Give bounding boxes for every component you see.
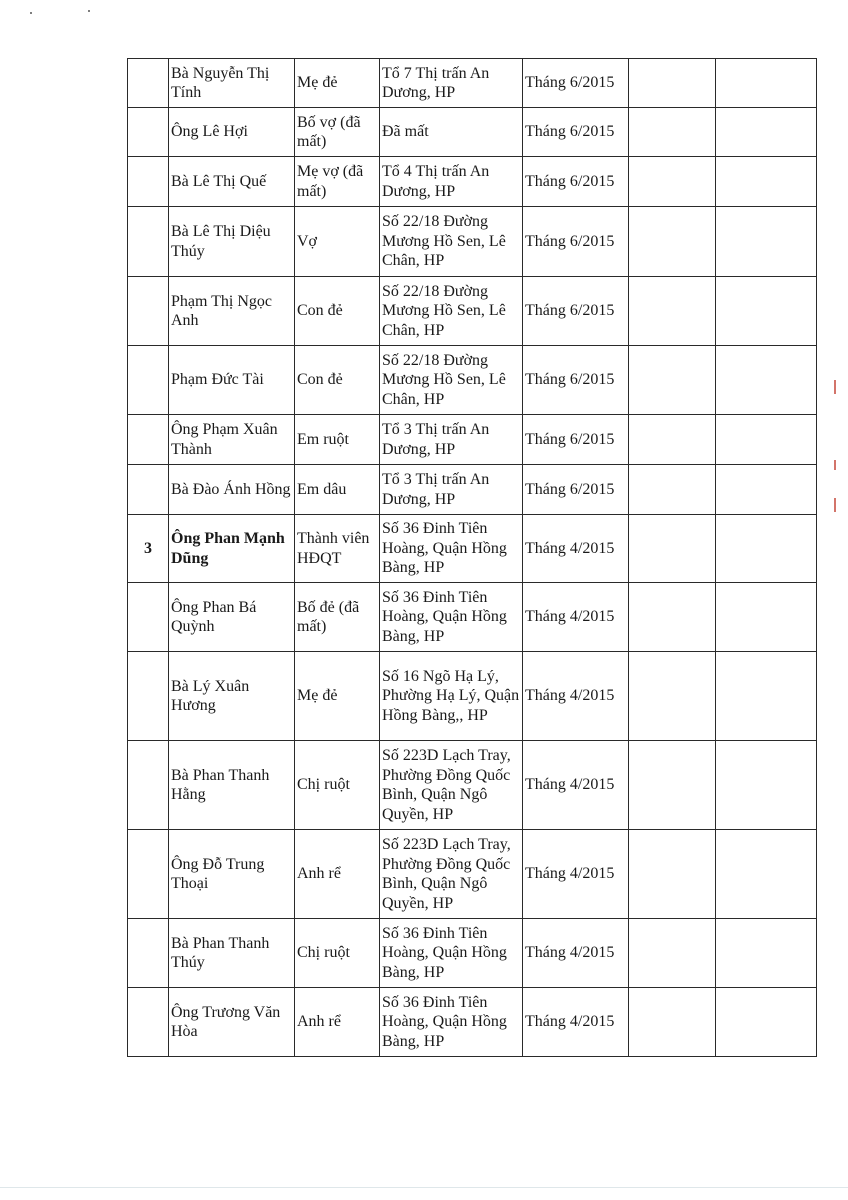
relationship: Mẹ vợ (đã mất) — [295, 157, 380, 207]
person-name: Bà Phan Thanh Hằng — [169, 741, 295, 830]
table-row — [128, 515, 817, 583]
relationship: Chị ruột — [295, 919, 380, 988]
table-body — [128, 59, 817, 1057]
relationship: Mẹ đẻ — [295, 59, 380, 108]
row-number — [128, 988, 169, 1057]
address: Số 223D Lạch Tray, Phường Đồng Quốc Bình, Quận Ngô Quyền, HP — [380, 741, 523, 830]
scan-edge-mark — [834, 460, 836, 470]
date-recorded: Tháng 4/2015 — [523, 652, 629, 741]
scan-speck — [88, 10, 90, 12]
person-name: Bà Lý Xuân Hương — [169, 652, 295, 741]
table-row — [128, 346, 817, 415]
date-recorded: Tháng 6/2015 — [523, 277, 629, 346]
empty-cell — [629, 515, 716, 583]
relationship: Con đẻ — [295, 346, 380, 415]
person-name: Ông Phan Bá Quỳnh — [169, 583, 295, 652]
date-recorded: Tháng 4/2015 — [523, 741, 629, 830]
row-number — [128, 465, 169, 515]
empty-cell — [716, 583, 817, 652]
relationship: Bố vợ (đã mất) — [295, 108, 380, 157]
person-name: Bà Lê Thị Diệu Thúy — [169, 207, 295, 277]
address: Tổ 4 Thị trấn An Dương, HP — [380, 157, 523, 207]
scan-edge-mark — [834, 380, 836, 394]
date-recorded: Tháng 6/2015 — [523, 59, 629, 108]
empty-cell — [629, 157, 716, 207]
relationship: Anh rể — [295, 830, 380, 919]
person-name: Ông Phạm Xuân Thành — [169, 415, 295, 465]
empty-cell — [629, 652, 716, 741]
table-row — [128, 277, 817, 346]
date-recorded: Tháng 6/2015 — [523, 465, 629, 515]
row-number — [128, 652, 169, 741]
relationship: Bố đẻ (đã mất) — [295, 583, 380, 652]
row-number — [128, 583, 169, 652]
row-number — [128, 919, 169, 988]
table-row — [128, 108, 817, 157]
relationship: Mẹ đẻ — [295, 652, 380, 741]
date-recorded: Tháng 4/2015 — [523, 515, 629, 583]
relationship: Chị ruột — [295, 741, 380, 830]
relationship: Vợ — [295, 207, 380, 277]
address: Số 16 Ngõ Hạ Lý, Phường Hạ Lý, Quận Hồng Bàng,, HP — [380, 652, 523, 741]
table-row — [128, 988, 817, 1057]
empty-cell — [629, 277, 716, 346]
empty-cell — [629, 988, 716, 1057]
person-name: Ông Trương Văn Hòa — [169, 988, 295, 1057]
empty-cell — [629, 59, 716, 108]
address: Số 36 Đinh Tiên Hoàng, Quận Hồng Bàng, HP — [380, 988, 523, 1057]
scan-speck — [30, 12, 32, 14]
row-number — [128, 830, 169, 919]
table-row — [128, 415, 817, 465]
address: Tổ 7 Thị trấn An Dương, HP — [380, 59, 523, 108]
relationship: Em ruột — [295, 415, 380, 465]
empty-cell — [716, 415, 817, 465]
empty-cell — [629, 465, 716, 515]
empty-cell — [716, 157, 817, 207]
address: Số 22/18 Đường Mương Hồ Sen, Lê Chân, HP — [380, 277, 523, 346]
person-name: Bà Nguyễn Thị Tính — [169, 59, 295, 108]
date-recorded: Tháng 4/2015 — [523, 830, 629, 919]
relationship: Anh rể — [295, 988, 380, 1057]
address: Số 36 Đinh Tiên Hoàng, Quận Hồng Bàng, HP — [380, 583, 523, 652]
person-name: Phạm Đức Tài — [169, 346, 295, 415]
address: Số 22/18 Đường Mương Hồ Sen, Lê Chân, HP — [380, 346, 523, 415]
date-recorded: Tháng 4/2015 — [523, 919, 629, 988]
scan-edge-mark — [834, 498, 836, 512]
empty-cell — [716, 277, 817, 346]
relationship: Con đẻ — [295, 277, 380, 346]
date-recorded: Tháng 4/2015 — [523, 988, 629, 1057]
empty-cell — [629, 919, 716, 988]
date-recorded: Tháng 6/2015 — [523, 415, 629, 465]
row-number — [128, 346, 169, 415]
empty-cell — [629, 583, 716, 652]
table-row — [128, 157, 817, 207]
empty-cell — [629, 346, 716, 415]
row-number — [128, 59, 169, 108]
table-row — [128, 465, 817, 515]
row-number — [128, 108, 169, 157]
empty-cell — [629, 415, 716, 465]
empty-cell — [716, 741, 817, 830]
row-number — [128, 741, 169, 830]
address: Tổ 3 Thị trấn An Dương, HP — [380, 465, 523, 515]
person-name: Phạm Thị Ngọc Anh — [169, 277, 295, 346]
person-name: Ông Đỗ Trung Thoại — [169, 830, 295, 919]
address: Đã mất — [380, 108, 523, 157]
empty-cell — [716, 346, 817, 415]
row-number — [128, 277, 169, 346]
empty-cell — [629, 207, 716, 277]
person-name: Bà Lê Thị Quế — [169, 157, 295, 207]
row-number: 3 — [128, 515, 169, 583]
empty-cell — [629, 830, 716, 919]
address: Số 223D Lạch Tray, Phường Đồng Quốc Bình, Quận Ngô Quyền, HP — [380, 830, 523, 919]
scan-bottom-edge — [0, 1187, 848, 1188]
person-name: Ông Lê Hợi — [169, 108, 295, 157]
empty-cell — [716, 988, 817, 1057]
related-persons-table — [127, 58, 817, 1057]
table-row — [128, 652, 817, 741]
empty-cell — [716, 830, 817, 919]
table-row — [128, 59, 817, 108]
empty-cell — [629, 108, 716, 157]
table-row — [128, 741, 817, 830]
address: Số 36 Đinh Tiên Hoàng, Quận Hồng Bàng, HP — [380, 919, 523, 988]
date-recorded: Tháng 6/2015 — [523, 346, 629, 415]
person-name: Bà Đào Ánh Hồng — [169, 465, 295, 515]
table-row — [128, 207, 817, 277]
empty-cell — [716, 515, 817, 583]
person-name: Ông Phan Mạnh Dũng — [169, 515, 295, 583]
date-recorded: Tháng 6/2015 — [523, 207, 629, 277]
empty-cell — [629, 741, 716, 830]
address: Số 22/18 Đường Mương Hồ Sen, Lê Chân, HP — [380, 207, 523, 277]
empty-cell — [716, 919, 817, 988]
address: Tổ 3 Thị trấn An Dương, HP — [380, 415, 523, 465]
empty-cell — [716, 652, 817, 741]
table-row — [128, 583, 817, 652]
empty-cell — [716, 465, 817, 515]
relationship: Em dâu — [295, 465, 380, 515]
row-number — [128, 157, 169, 207]
table-row — [128, 830, 817, 919]
date-recorded: Tháng 6/2015 — [523, 157, 629, 207]
table-row — [128, 919, 817, 988]
row-number — [128, 415, 169, 465]
empty-cell — [716, 108, 817, 157]
row-number — [128, 207, 169, 277]
relationship: Thành viên HĐQT — [295, 515, 380, 583]
empty-cell — [716, 59, 817, 108]
date-recorded: Tháng 4/2015 — [523, 583, 629, 652]
address: Số 36 Đinh Tiên Hoàng, Quận Hồng Bàng, HP — [380, 515, 523, 583]
date-recorded: Tháng 6/2015 — [523, 108, 629, 157]
empty-cell — [716, 207, 817, 277]
person-name: Bà Phan Thanh Thúy — [169, 919, 295, 988]
